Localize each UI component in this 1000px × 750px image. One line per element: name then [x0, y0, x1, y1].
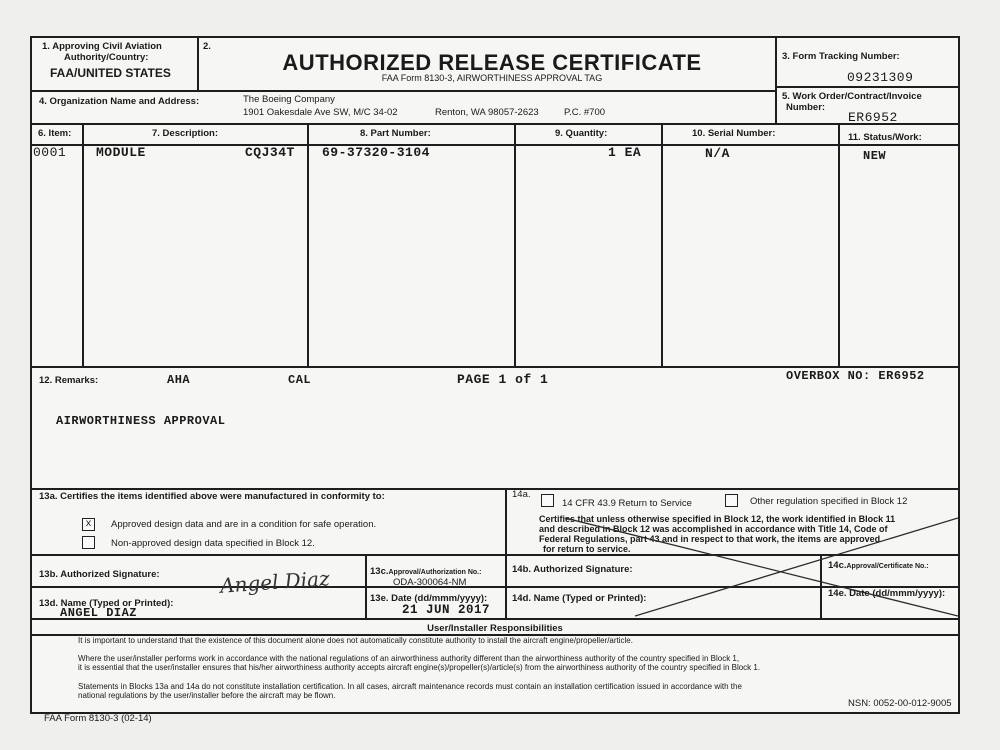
col-serial-header: 10. Serial Number:	[692, 128, 776, 139]
block14a-line2: and described in Block 12 was accomplished in accordance with Title 14, Code of	[539, 524, 888, 534]
block13b-label: 13b. Authorized Signature:	[39, 569, 160, 580]
org-name: The Boeing Company	[243, 94, 335, 105]
approved-design-checkbox[interactable]: x	[82, 518, 95, 531]
approval-number: ODA-300064-NM	[393, 577, 467, 588]
block14a-label: 14a.	[512, 489, 531, 500]
row-quantity: 1 EA	[608, 145, 642, 160]
org-po: P.C. #700	[564, 107, 606, 118]
col-part-header: 8. Part Number:	[360, 128, 431, 139]
block4-label: 4. Organization Name and Address:	[39, 96, 200, 107]
row-item: 0001	[33, 145, 67, 160]
col-description-header: 7. Description:	[152, 128, 218, 139]
block14c-label: 14c.Approval/Certificate No.:	[828, 560, 929, 571]
form-title: AUTHORIZED RELEASE CERTIFICATE	[282, 50, 702, 75]
org-city: Renton, WA 98057-2623	[435, 107, 539, 118]
remark-cal: CAL	[288, 373, 312, 387]
responsibilities-p3a: Statements in Blocks 13a and 14a do not constitute installation certification. In all cases, aircraft maintenance records must contain an installation certification issued in accordance with the	[78, 682, 742, 691]
block13c-label: 13c.Approval/Authorization No.:	[370, 566, 482, 577]
signer-name: ANGEL DIAZ	[60, 606, 138, 620]
other-regulation-label: Other regulation specified in Block 12	[750, 496, 908, 507]
signature-date: 21 JUN 2017	[402, 603, 491, 617]
col-status-header: 11. Status/Work:	[848, 132, 922, 143]
block14a-line4: for return to service.	[543, 544, 631, 554]
remark-overbox: OVERBOX NO: ER6952	[786, 369, 925, 383]
responsibilities-p3b: national regulations by the user/installer before the aircraft may be flown.	[78, 691, 336, 700]
form-subtitle: FAA Form 8130-3, AIRWORTHINESS APPROVAL TAG	[381, 73, 603, 83]
return-to-service-label: 14 CFR 43.9 Return to Service	[562, 498, 692, 509]
approved-design-label: Approved design data and are in a condition for safe operation.	[111, 519, 377, 530]
release-certificate-form	[30, 36, 960, 714]
remarks-label: 12. Remarks:	[39, 375, 99, 386]
block14e-label: 14e. Date (dd/mmm/yyyy):	[828, 588, 946, 599]
block14a-line1: Certifies that unless otherwise specified in Block 12, the work identified in Block 11	[539, 514, 896, 524]
non-approved-design-checkbox[interactable]	[82, 536, 95, 549]
block14-void-strike	[505, 488, 958, 618]
tracking-number: 09231309	[847, 70, 914, 85]
responsibilities-p1: It is important to understand that the existence of this document alone does not automatically constitute authority to install the aircraft engine/propeller/article.	[78, 636, 633, 645]
responsibilities-p2a: Where the user/installer performs work in accordance with the national regulations of an airworthiness authority different than the airworthiness authority of the country specified in Block 1,	[78, 654, 740, 663]
block2-label: 2.	[203, 41, 211, 52]
remark-page: PAGE 1 of 1	[457, 372, 549, 387]
block14b-label: 14b. Authorized Signature:	[512, 564, 633, 575]
row-status: NEW	[863, 149, 887, 163]
nsn-number: NSN: 0052-00-012-9005	[848, 698, 952, 709]
block5-label: 5. Work Order/Contract/Invoice	[782, 91, 922, 102]
responsibilities-p2b: it is essential that the user/installer ensures that his/her airworthiness authority accepts aircraft engine(s)/propeller(s)/article(s) from the airworthiness authority of the country specified in Block 1.	[78, 663, 761, 672]
row-description-code: CQJ34T	[245, 145, 295, 160]
block13d-label: 13d. Name (Typed or Printed):	[39, 598, 174, 609]
row-serial: N/A	[705, 146, 730, 161]
col-quantity-header: 9. Quantity:	[555, 128, 608, 139]
block14d-label: 14d. Name (Typed or Printed):	[512, 593, 647, 604]
row-part-number: 69-37320-3104	[322, 145, 430, 160]
responsibilities-heading: User/Installer Responsibilities	[427, 623, 563, 634]
block1-label: 1. Approving Civil Aviation	[42, 41, 162, 52]
block3-label: 3. Form Tracking Number:	[782, 51, 900, 62]
remark-aha: AHA	[167, 373, 191, 387]
block13e-label: 13e. Date (dd/mmm/yyyy):	[370, 593, 488, 604]
row-description: MODULE	[96, 145, 146, 160]
authorized-signature: Angel Diaz	[219, 566, 331, 598]
block13a-label: 13a. Certifies the items identified above were manufactured in conformity to:	[39, 491, 385, 502]
remark-approval: AIRWORTHINESS APPROVAL	[56, 414, 226, 428]
org-address: 1901 Oakesdale Ave SW, M/C 34-02	[243, 107, 398, 118]
col-item-header: 6. Item:	[38, 128, 72, 139]
form-identifier: FAA Form 8130-3 (02-14)	[44, 713, 152, 724]
block1-value: FAA/UNITED STATES	[50, 66, 171, 80]
non-approved-design-label: Non-approved design data specified in Block 12.	[111, 538, 315, 549]
block14a-line3: Federal Regulations, part 43 and in respect to that work, the items are approved	[539, 534, 881, 544]
block5-label-2: Number:	[786, 102, 826, 113]
work-order-number: ER6952	[848, 110, 898, 125]
block1-label-2: Authority/Country:	[64, 52, 149, 63]
